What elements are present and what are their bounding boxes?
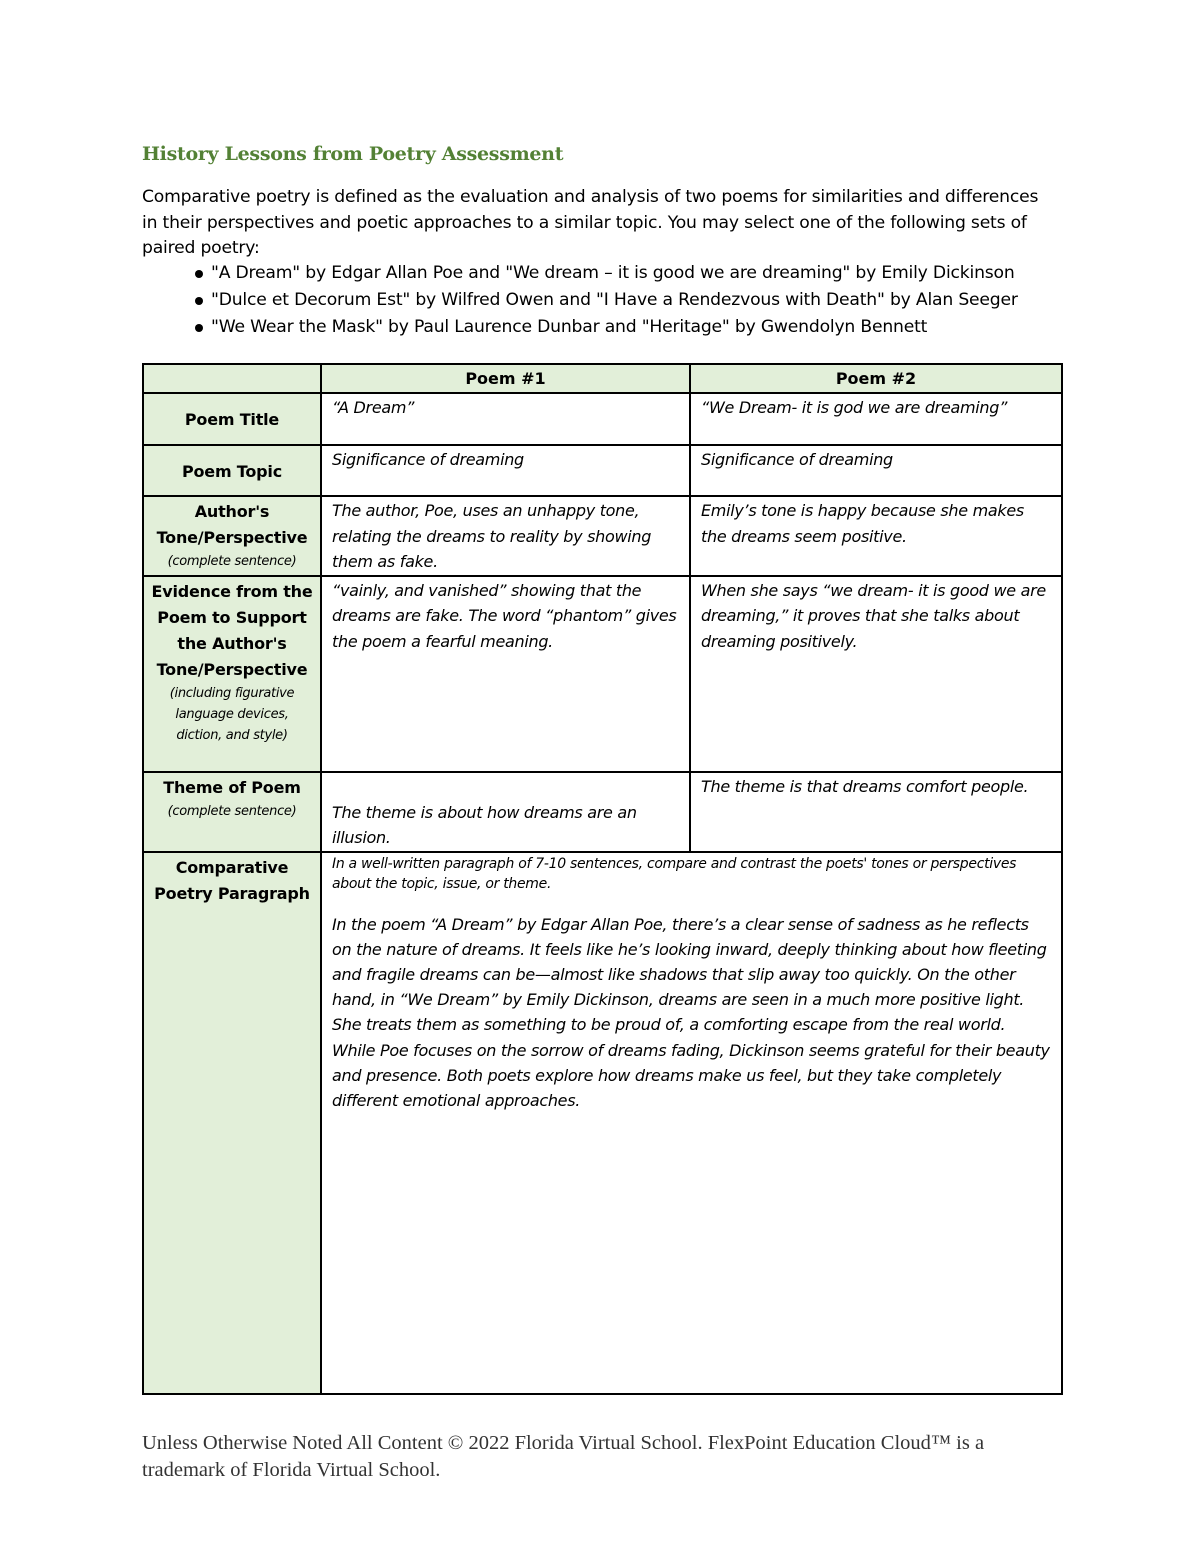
row-label-text: Evidence from the Poem to Support the Author's Tone/Perspective [151,581,313,679]
poem-2-topic-cell[interactable] [690,445,1062,496]
table-row [143,393,1062,445]
poem-set-text: "A Dream" by Edgar Allan Poe and "We dream – it is good we are dreaming" by Emily Dickinson [211,263,1015,283]
poem-1-title: “A Dream” [332,398,415,417]
comparative-instructions: In a well-written paragraph of 7-10 sentences, compare and contrast the poets' tones or perspectives about the topic, issue, or theme. [332,855,1017,892]
poem-2-tone: Emily’s tone is happy because she makes the dreams seem positive. [701,501,1024,546]
row-label-subtext: (complete sentence) [167,803,297,819]
poem-2-title: “We Dream- it is god we are dreaming” [701,398,1008,417]
bullet-icon [195,270,203,278]
poem-1-topic: Significance of dreaming [332,450,524,469]
poem-set-text: "Dulce et Decorum Est" by Wilfred Owen and "I Have a Rendezvous with Death" by Alan Seeger [211,290,1018,310]
header-poem-2: Poem #2 [690,364,1062,393]
footer-copyright: Unless Otherwise Noted All Content © 2022 Florida Virtual School. FlexPoint Education Cloud™ is a trademark of Florida Virtual School. [142,1432,985,1481]
row-label-text: Poem Topic [181,462,283,481]
comparative-paragraph: In the poem “A Dream” by Edgar Allan Poe, there’s a clear sense of sadness as he reflects on the nature of dreams. It feels like he’s looking inward, deeply thinking about how fleeting and fragile dreams can be—almost like shadows that slip away too quickly. On the other hand, in “We Dream” by Emily Dickinson, dreams are seen in a much more positive light. She treats them as something to be proud of, a comforting escape from the real world. While Poe focuses on the sorrow of dreams fading, Dickinson seems grateful for their beauty and presence. Both poets explore how dreams make us feel, but they take completely different emotional approaches. [332,914,1050,1110]
row-label-poem-title [143,393,321,445]
bullet-icon [195,297,203,305]
table-row [143,576,1062,772]
poem-1-evidence: “vainly, and vanished” showing that the dreams are fake. The word “phantom” gives the poem a fearful meaning. [332,580,677,651]
row-label-comparative [143,852,321,1394]
row-label-text: Author's Tone/Perspective [156,502,308,547]
poem-set-text: "We Wear the Mask" by Paul Laurence Dunbar and "Heritage" by Gwendolyn Bennett [211,317,928,337]
bullet-icon [195,324,203,332]
row-label-text: Theme of Poem [163,777,301,797]
list-item [195,260,1018,287]
poem-1-title-cell[interactable] [321,393,690,445]
poem-1-theme: The theme is about how dreams are an illusion. [332,802,637,847]
poem-set-list [195,260,1018,341]
intro-paragraph: Comparative poetry is defined as the evaluation and analysis of two poems for similarities and differences in their perspectives and poetic approaches to a similar topic. You may select one of the following sets of paired poetry: [142,187,1039,258]
poem-2-theme-cell[interactable] [690,772,1062,852]
poem-2-evidence: When she says “we dream- it is good we are dreaming,” it proves that she talks about dreaming positively. [701,580,1046,651]
poem-2-title-cell[interactable] [690,393,1062,445]
table-row [143,772,1062,852]
row-label-subtext: (including figurative language devices, diction, and style) [169,685,295,743]
row-label-text: Poem Title [184,410,280,429]
row-label-theme [143,772,321,852]
comparative-paragraph-cell[interactable] [321,852,1062,1394]
table-row [143,852,1062,1394]
row-label-subtext: (complete sentence) [167,554,297,569]
row-label-tone [143,496,321,576]
poem-1-topic-cell[interactable] [321,445,690,496]
table-row [143,445,1062,496]
row-label-poem-topic [143,445,321,496]
comparison-table [142,363,1063,1395]
poem-2-topic: Significance of dreaming [701,450,893,469]
page-title: History Lessons from Poetry Assessment [142,143,564,165]
table-header-row [143,364,1062,393]
list-item [195,287,1018,314]
header-blank-cell [143,364,321,393]
poem-2-tone-cell[interactable] [690,496,1062,576]
poem-2-theme: The theme is that dreams comfort people. [701,776,1029,796]
row-label-evidence [143,576,321,772]
table-row [143,496,1062,576]
poem-2-evidence-cell[interactable] [690,576,1062,772]
list-item [195,314,1018,341]
poem-1-tone-cell[interactable] [321,496,690,576]
row-label-text: Comparative Poetry Paragraph [154,857,310,903]
poem-1-evidence-cell[interactable] [321,576,690,772]
poem-1-theme-cell[interactable] [321,772,690,852]
header-poem-1: Poem #1 [321,364,690,393]
poem-1-tone: The author, Poe, uses an unhappy tone, relating the dreams to reality by showing them as fake. [332,501,652,571]
